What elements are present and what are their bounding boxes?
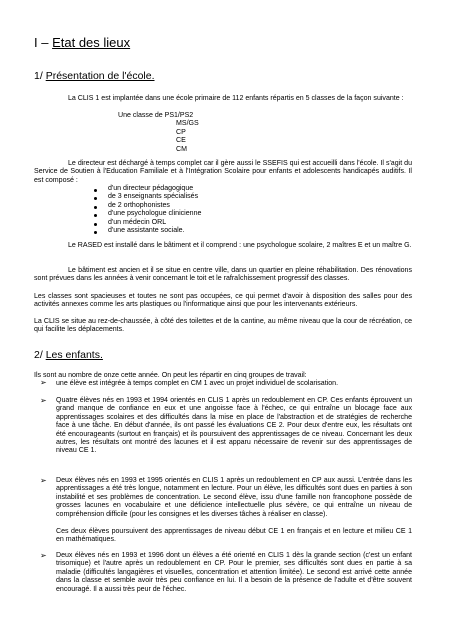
staff-item-3: de 2 orthophonistes xyxy=(108,202,170,209)
class-item-2: MS/GS xyxy=(176,120,199,127)
page-title xyxy=(34,35,130,50)
building-paragraph: Le bâtiment est ancien et il se situe en centre ville, dans un quartier en pleine réhabilitation. Des rénovations sont prévues dans les années à venir concernant le toit et le rafraîchissement progressif des classes. xyxy=(34,267,412,283)
class-item-1: Une classe de PS1/PS2 xyxy=(118,112,194,119)
class-item-4: CE xyxy=(176,137,186,144)
group-item-1: une élève est intégrée à temps complet en CM 1 avec un projet individuel de scolarisation. xyxy=(56,380,339,387)
group-item-4: Deux élèves nés en 1993 et 1996 dont un élèves a été orienté en CLIS 1 dès la grande section (c'est un enfant trisomique) et l'autre après un redoublement en CP. Pour le premier, ses difficultés sont dues en partie à sa maladie (difficultés langagières et visuelles, concentration et attention limitée). Le second est arrivé cette année dans la classe et semble avoir très peu confiance en lui. Il a besoin de la présence de l'adulte et d'être souvent encouragé. Il a aussi très peur de l'échec. xyxy=(56,552,412,593)
rased-paragraph: Le RASED est installé dans le bâtiment et il comprend : une psychologue scolaire, 2 maîtres E et un maître G. xyxy=(68,242,412,249)
arrow-bullet-icon: ➢ xyxy=(40,551,47,560)
section1-heading-number: 1/ xyxy=(34,70,46,82)
arrow-bullet-icon: ➢ xyxy=(40,396,47,405)
bullet-icon xyxy=(94,197,97,200)
staff-item-1: d'un directeur pédagogique xyxy=(108,185,194,192)
staff-item-6: d'une assistante sociale. xyxy=(108,227,185,234)
group-item-3: Deux élèves nés en 1993 et 1995 orientés en CLIS 1 après un redoublement en CP aux aussi. L'entrée dans les apprentissages a été très longue, notamment en lecture. Pour un élève, les difficultés sont dues en parties à son instabilité et ses problèmes de concentration. Le second élève, issu d'une famille non francophone possède de grosses lacunes en vocabulaire et une déficience intellectuelle plus sévère, ce qui entraîne un niveau de compréhension difficile (pour les consignes et les diverses tâches à réaliser en classe). xyxy=(56,477,412,518)
arrow-bullet-icon: ➢ xyxy=(40,378,47,387)
bullet-icon xyxy=(94,223,97,226)
group-item-2: Quatre élèves nés en 1993 et 1994 orientés en CLIS 1 après un redoublement en CP. Ces enfants éprouvent un grand manque de confiance en eux et une angoisse face à l'échec, ce qui entraîne un blocage face aux apprentissages scolaires et des difficultés dans la mise en place de l'abstraction et de stratégies de recherche face à une tâche. En début d'année, ils ont passé les évaluations CE 2. Pour deux d'entre eux, les résultats ont été encourageants (surtout en français) et ils poursuivent des apprentissages de ce niveau. Concernant les deux autres, les résultats ont montré des lacunes et il est apparu nécessaire de revenir sur des apprentissages de niveau CE 1. xyxy=(56,397,412,455)
group-item-3-extra: Ces deux élèves poursuivent des apprentissages de niveau début CE 1 en français et en lecture et milieu CE 1 en mathématiques. xyxy=(56,528,412,544)
section1-heading-text: Présentation de l'école. xyxy=(45,70,155,82)
director-paragraph: Le directeur est déchargé à temps complet car il gère aussi le SSEFIS qui est accueilli dans l'école. Il s'agit du Service de Soutien à l'Education Familiale et à l'Intégration Scolaire pour enfants et adolescents handicapés auditifs. Il est composé : xyxy=(34,160,412,184)
section2-heading-text: Les enfants. xyxy=(45,349,103,361)
class-item-3: CP xyxy=(176,129,186,136)
title-prefix: I – xyxy=(34,35,53,50)
staff-item-4: d'une psychologue clinicienne xyxy=(108,210,202,217)
arrow-bullet-icon: ➢ xyxy=(40,476,47,485)
rooms-paragraph: Les classes sont spacieuses et toutes ne sont pas occupées, ce qui permet d'avoir à disposition des salles pour des activités annexes comme les arts plastiques ou l'informatique ainsi que pour les intervenants extérieurs. xyxy=(34,293,412,309)
staff-item-2: de 3 enseignants spécialisés xyxy=(108,193,199,200)
clis-location-paragraph: La CLIS se situe au rez-de-chaussée, à côté des toilettes et de la cantine, au même niveau que la cour de récréation, ce qui facilite les déplacements. xyxy=(34,318,412,334)
bullet-icon xyxy=(94,214,97,217)
title-main: Etat des lieux xyxy=(52,35,131,50)
class-item-5: CM xyxy=(176,146,187,153)
section2-heading-number: 2/ xyxy=(34,349,46,361)
section2-intro: Ils sont au nombre de onze cette année. On peut les répartir en cinq groupes de travail: xyxy=(34,372,307,379)
section2-heading xyxy=(34,349,103,361)
section1-heading xyxy=(34,70,155,82)
bullet-icon xyxy=(94,189,97,192)
bullet-icon xyxy=(94,231,97,234)
staff-item-5: d'un médecin ORL xyxy=(108,219,167,226)
bullet-icon xyxy=(94,206,97,209)
section1-intro: La CLIS 1 est implantée dans une école primaire de 112 enfants répartis en 5 classes de la façon suivante : xyxy=(68,95,404,102)
